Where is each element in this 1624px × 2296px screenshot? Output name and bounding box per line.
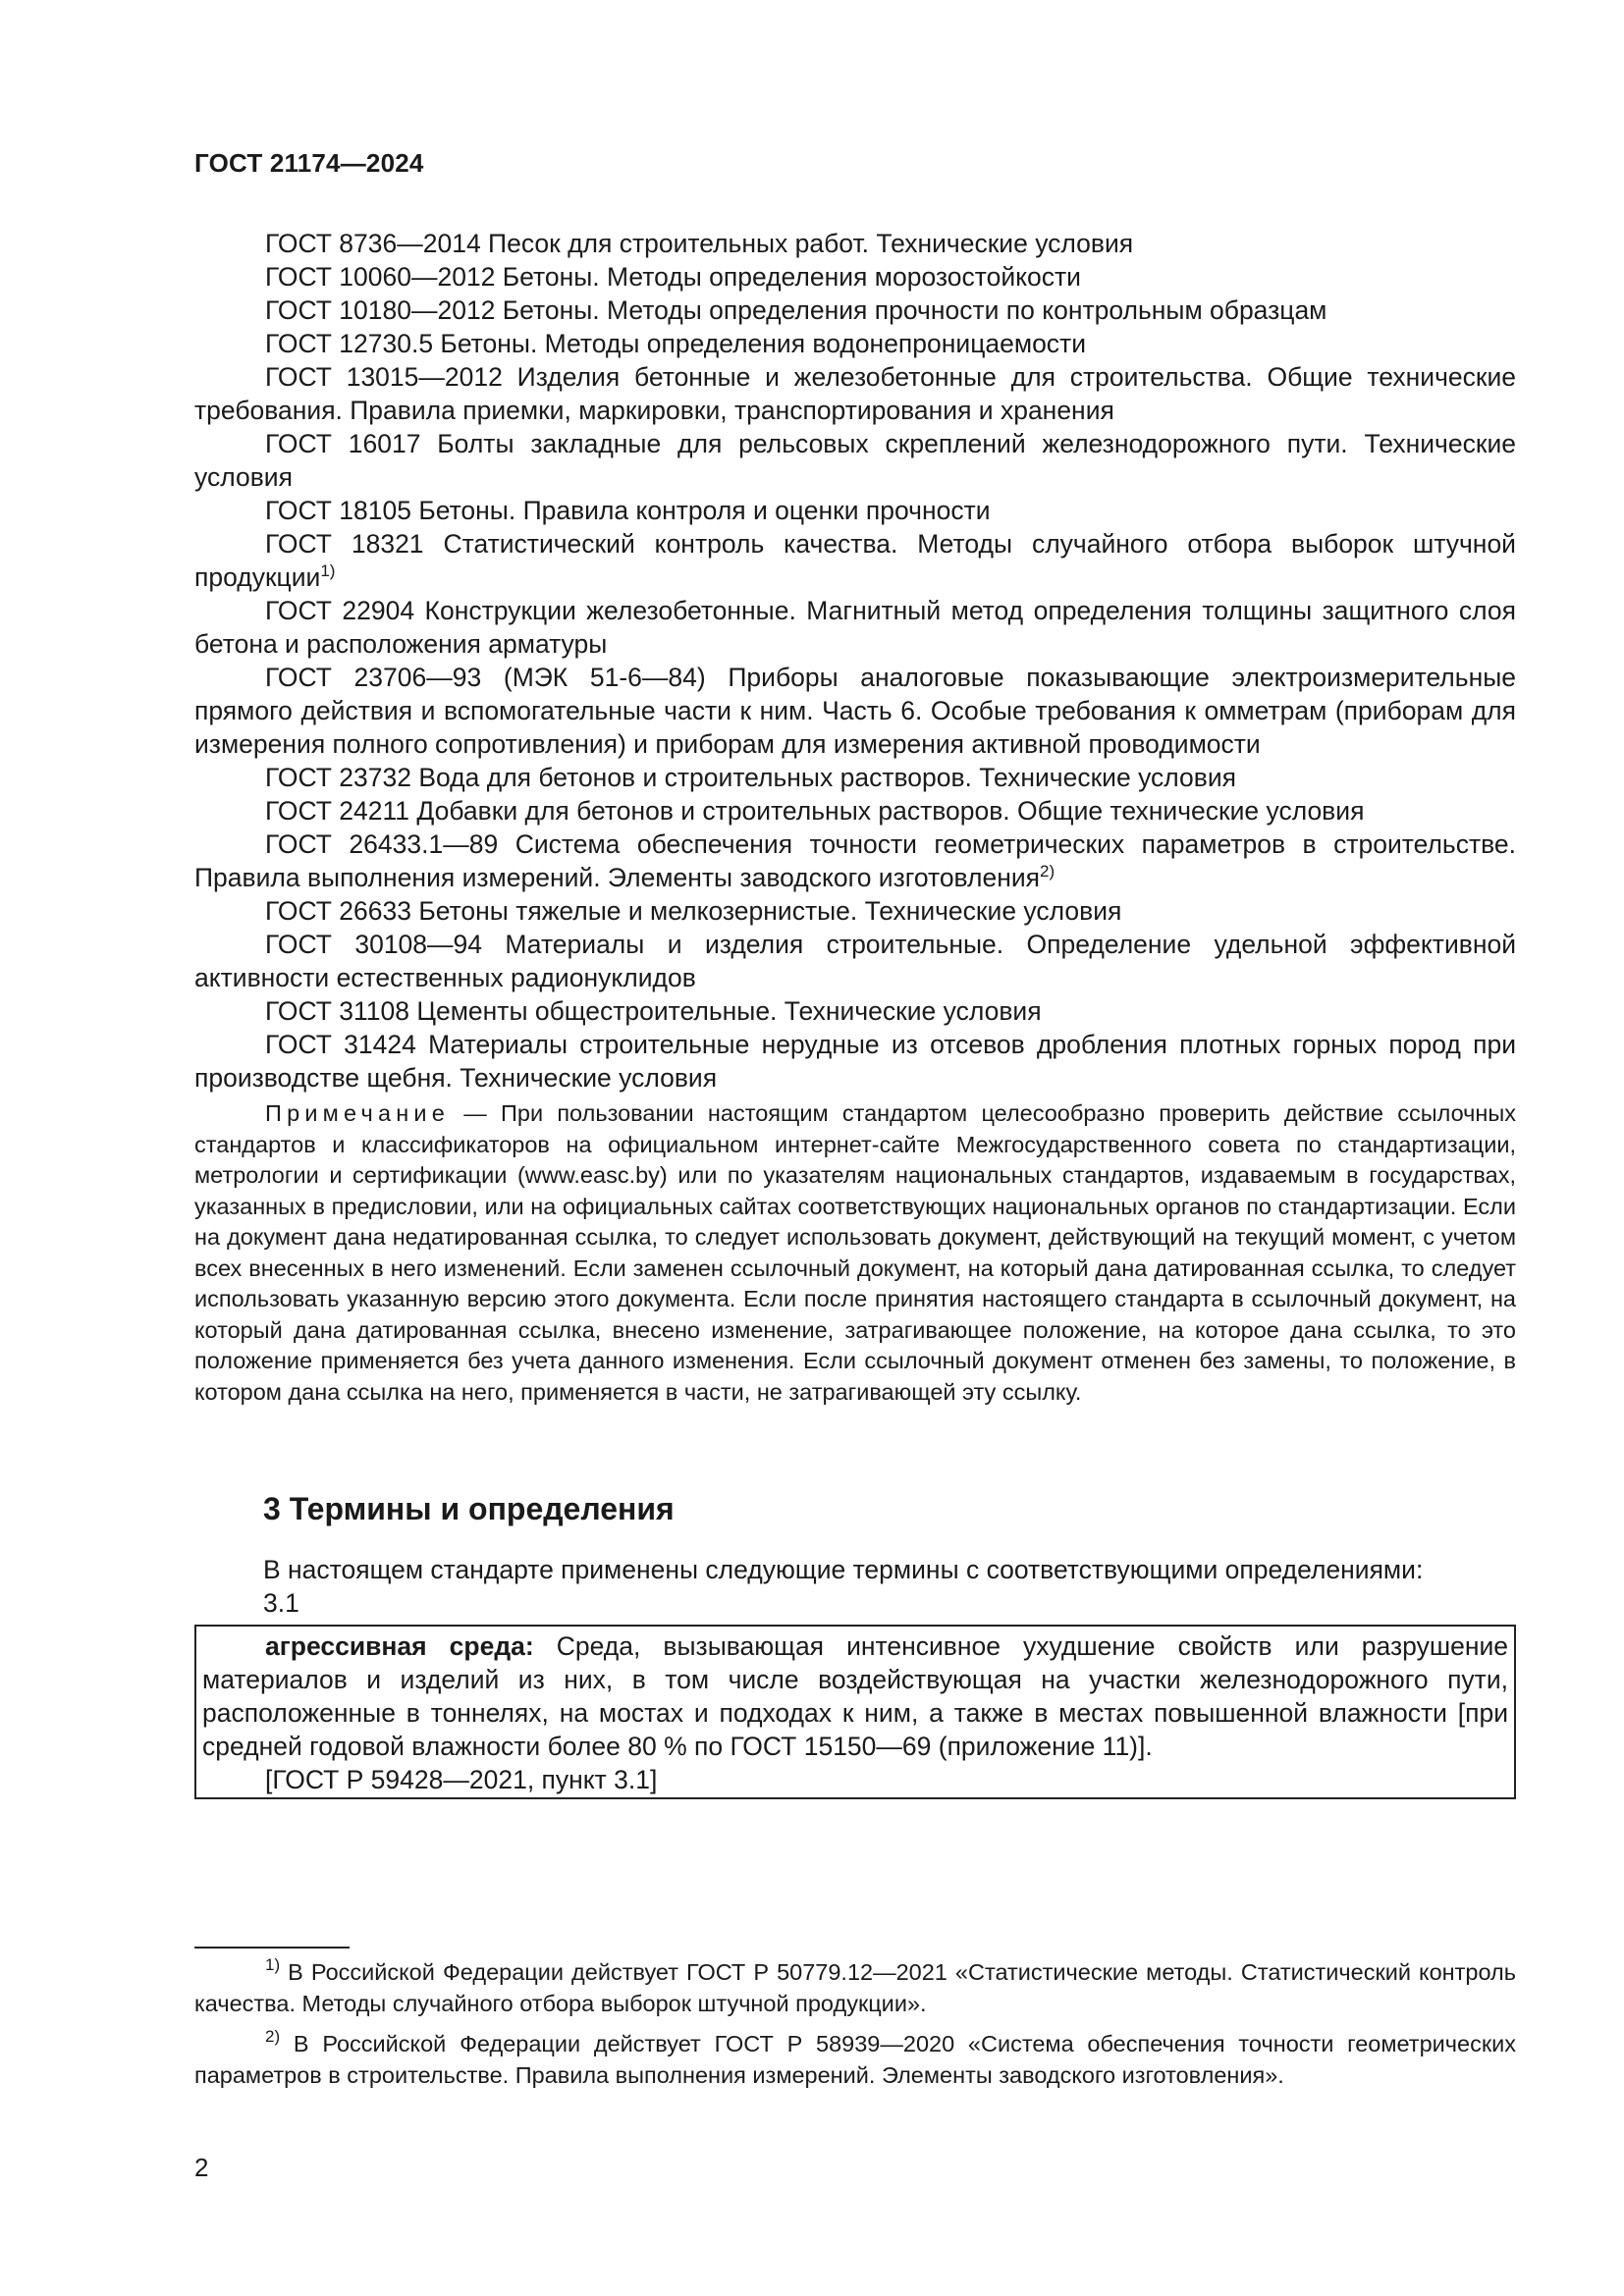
- reference-item: ГОСТ 8736—2014 Песок для строительных работ. Технические условия: [265, 229, 1134, 258]
- reference-item: ГОСТ 26433.1—89 Система обеспечения точности геометрических параметров в строительстве. Правила выполнения измерений. Элементы заводского изготовления$^{2)}$: [194, 829, 1516, 892]
- reference-item: ГОСТ 31108 Цементы общестроительные. Технические условия: [265, 996, 1042, 1026]
- normative-references: [194, 227, 1516, 1095]
- reference-item: ГОСТ 31424 Материалы строительные нерудные из отсевов дробления плотных горных пород при производстве щебня. Технические условия: [194, 1030, 1516, 1093]
- footnote: $^{2)}$ В Российской Федерации действует ГОСТ Р 58939—2020 «Система обеспечения точности геометрических параметров в строительстве. Правила выполнения измерений. Элементы заводского изготовления».: [194, 2027, 1516, 2088]
- section-intro: [263, 1553, 1516, 1620]
- reference-item: ГОСТ 18105 Бетоны. Правила контроля и оценки прочности: [265, 496, 991, 525]
- term-definition: [202, 1629, 1508, 1763]
- reference-item: ГОСТ 10060—2012 Бетоны. Методы определения морозостойкости: [265, 262, 1081, 292]
- reference-item: ГОСТ 26633 Бетоны тяжелые и мелкозернистые. Технические условия: [265, 896, 1122, 926]
- references-note: [194, 1098, 1516, 1408]
- term-number: 3.1: [263, 1588, 299, 1618]
- page-number: 2: [194, 2153, 209, 2182]
- footnote-mark: 1): [265, 1955, 281, 1974]
- document-header: ГОСТ 21174—2024: [194, 148, 424, 178]
- reference-item: ГОСТ 18321 Статистический контроль качества. Методы случайного отбора выборок штучной продукции$^{1)}$: [194, 529, 1516, 592]
- reference-item: ГОСТ 23706—93 (МЭК 51-6—84) Приборы аналоговые показывающие электроизмерительные прямого действия и вспомогательные части к ним. Часть 6. Особые требования к омметрам (приборам для измерения полного сопротивления) и приборам для измерения активной проводимости: [194, 663, 1516, 759]
- reference-item: ГОСТ 10180—2012 Бетоны. Методы определения прочности по контрольным образцам: [265, 295, 1327, 325]
- intro-text: В настоящем стандарте применены следующие термины с соответствующими определениями:: [263, 1555, 1424, 1584]
- reference-item: ГОСТ 13015—2012 Изделия бетонные и железобетонные для строительства. Общие технические требования. Правила приемки, маркировки, транспортирования и хранения: [194, 362, 1516, 425]
- reference-item: ГОСТ 12730.5 Бетоны. Методы определения водонепроницаемости: [265, 329, 1086, 358]
- term-definition-box: [194, 1625, 1516, 1799]
- term-source: [ГОСТ Р 59428—2021, пункт 3.1]: [265, 1765, 658, 1794]
- reference-item: ГОСТ 16017 Болты закладные для рельсовых скреплений железнодорожного пути. Технические условия: [194, 429, 1516, 492]
- reference-item: ГОСТ 23732 Вода для бетонов и строительных растворов. Технические условия: [265, 763, 1237, 792]
- term-name: агрессивная среда:: [265, 1631, 534, 1661]
- reference-item: ГОСТ 24211 Добавки для бетонов и строительных растворов. Общие технические условия: [265, 796, 1365, 826]
- footnotes: [194, 1957, 1516, 2101]
- footnote-ref[interactable]: 1): [320, 561, 336, 580]
- note-text: — При пользовании настоящим стандартом целесообразно проверить действие ссылочных стандартов и классификаторов на официальном интернет-сайте Межгосударственного совета по стандартизации, метрологии и сертификации (www.easc.by) или по указателям национальных стандартов, издаваемым в государствах, указанных в предисловии, или на официальных сайтах соответствующих национальных органов по стандартизации. Если на документ дана недатированная ссылка, то следует использовать документ, действующий на текущий момент, с учетом всех внесенных в него изменений. Если заменен ссылочный документ, на который дана датированная ссылка, то следует использовать указанную версию этого документа. Если после принятия настоящего стандарта в ссылочный документ, на который дана датированная ссылка, внесено изменение, затрагивающее положение, на которое дана ссылка, то это положение применяется без учета данного изменения. Если ссылочный документ отменен без замены, то положение, в котором дана ссылка на него, применяется в части, не затрагивающей эту ссылку.: [194, 1100, 1516, 1405]
- reference-item: ГОСТ 22904 Конструкции железобетонные. Магнитный метод определения толщины защитного слоя бетона и расположения арматуры: [194, 596, 1516, 659]
- note-label: Примечание: [265, 1100, 451, 1126]
- footnote-mark: 2): [265, 2027, 281, 2046]
- term-text: Среда, вызывающая интенсивное ухудшение свойств или разрушение материалов и изделий из них, в том числе воздействующая на участки железнодорожного пути, расположенные в тоннелях, на мостах и подходах к ним, а также в местах повышенной влажности [при средней годовой влажности более 80 % по ГОСТ 15150—69 (приложение 11)].: [202, 1631, 1508, 1761]
- footnote-ref[interactable]: 2): [1040, 862, 1056, 881]
- footnote: $^{1)}$ В Российской Федерации действует ГОСТ Р 50779.12—2021 «Статистические методы. Статистический контроль качества. Методы случайного отбора выборок штучной продукции».: [194, 1955, 1516, 2016]
- section-title: 3 Термины и определения: [263, 1491, 675, 1526]
- footnote-separator: [194, 1947, 350, 1949]
- reference-item: ГОСТ 30108—94 Материалы и изделия строительные. Определение удельной эффективной активности естественных радионуклидов: [194, 930, 1516, 992]
